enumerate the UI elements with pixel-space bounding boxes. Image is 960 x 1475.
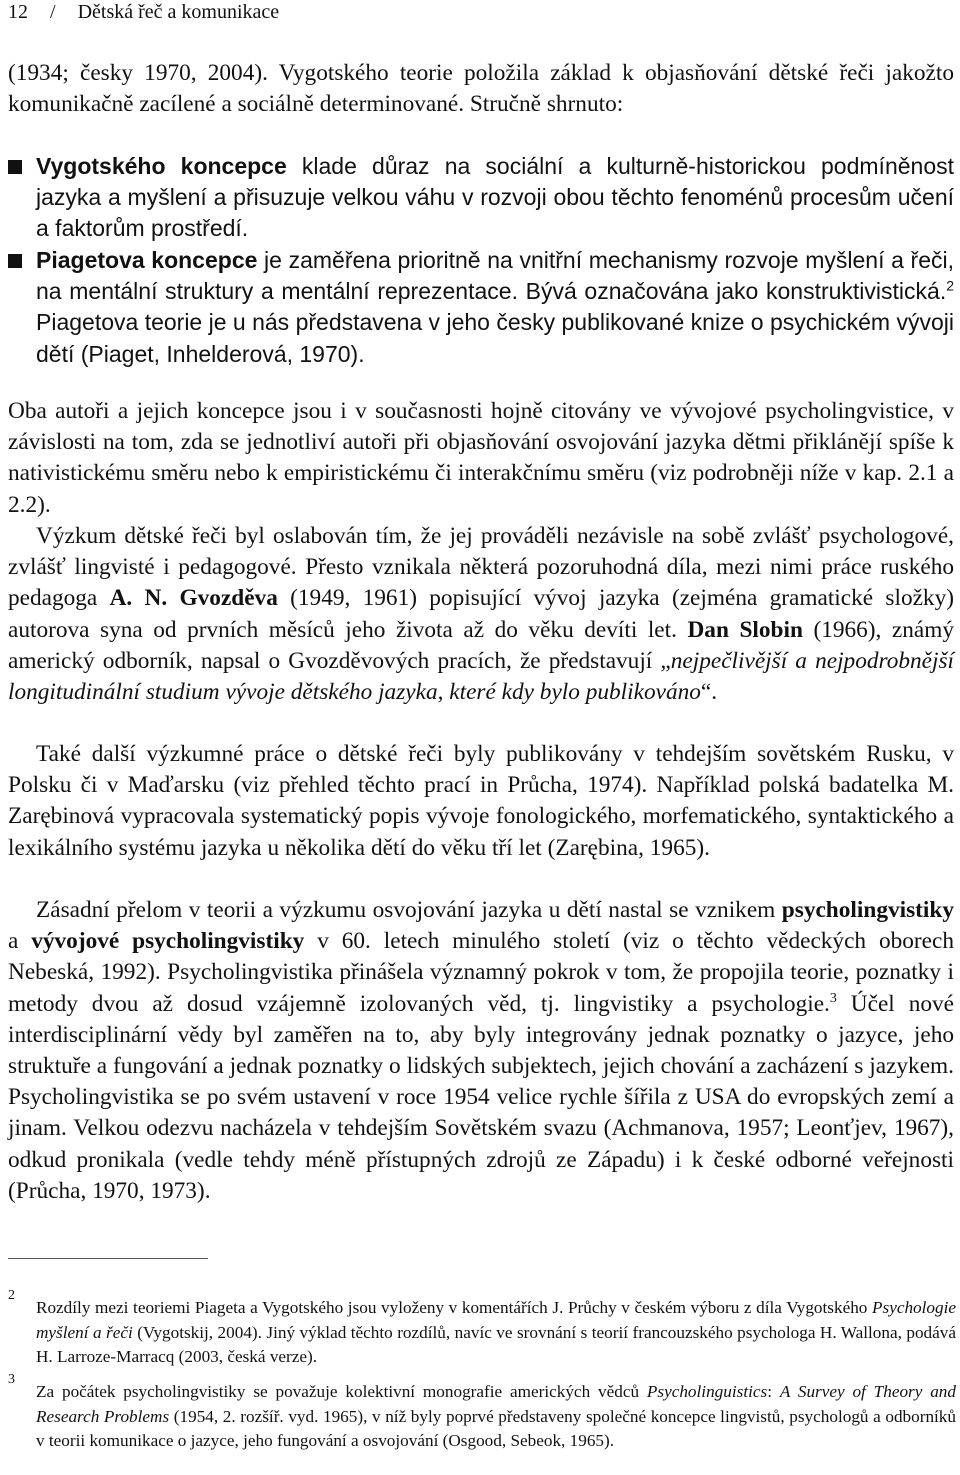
- term: psycholingvistiky: [781, 897, 954, 923]
- text-run: Zásadní přelom v teorii a výzkumu osvojování jazyka u dětí nastal se vznikem: [36, 897, 782, 923]
- paragraph-research: [8, 521, 954, 708]
- footnote-text: [36, 1296, 956, 1370]
- bullet-text: [36, 245, 954, 370]
- text-run: v 60. letech minulého století (viz o těchto vědeckých oborech Nebeská, 1992). Psycholingvistika přinášela významný pokrok v tom, že propojila teorie, poznatky i metody dvou až dosud vzájemně izolovaných věd, tj. lingvistiky a psychologie.: [8, 928, 954, 1017]
- text-run: “.: [700, 679, 718, 706]
- bullet-body: klade důraz na sociální a kulturně-historickou podmíněnost jazyka a myšlení a přisuzuje velkou váhu v rozvoji obou těchto fenoménů procesům učení a faktorům prostředí.: [36, 153, 954, 242]
- footnote-ref[interactable]: 3: [829, 990, 837, 1006]
- footnote-text: [36, 1380, 956, 1454]
- book-subtitle: A Survey of Theory and Research Problems: [36, 1382, 956, 1426]
- book-title: Psycholinguistics: [646, 1382, 768, 1401]
- footnote-3: [8, 1372, 956, 1454]
- paragraph-psycholinguistics: [8, 895, 954, 1207]
- text-run: (Vygotskij, 2004). Jiný výklad těchto rozdílů, navíc ve srovnání s teorií francouzského psychologa H. Wallona, podává H. Larroze-Marracq (2003, česká verze).: [36, 1322, 956, 1366]
- bullet-term: Vygotského koncepce: [36, 153, 287, 179]
- footnote-divider: [8, 1258, 208, 1259]
- text-run: (1954, 2. rozšíř. vyd. 1965), v níž byly poprvé představeny společné koncepce lingvistů, psychologů a odborníků v teorii komunikace o jazyce, jeho fungování a osvojování (Osgood, Sebeok, 1965).: [36, 1406, 956, 1450]
- text-run: :: [767, 1382, 780, 1401]
- bullet-piaget: [8, 245, 954, 370]
- text-run: Účel nové interdisciplinární vědy byl zaměřen na to, aby byly integrovány jednak poznatky o jazyce, jeho struktuře a fungování a jednak poznatky o lidských subjektech, jejich chování a zacházení s jazykem. Psycholingvistika se po svém ustavení v roce 1954 velice rychle šířila z USA do evropských zemí a jinam. Velkou odezvu nacházela v tehdejším Sovětském svazu (Achmanova, 1957; Leonťjev, 1967), odkud pronikala (vedle tehdy méně přístupných zdrojů ze Západu) i k české odborné veřejnosti (Průcha, 1970, 1973).: [8, 990, 954, 1204]
- intro-paragraph: (1934; česky 1970, 2004). Vygotského teorie položila základ k objasňování dětské řeči jakožto komunikačně zacílené a sociálně determinované. Stručně shrnuto:: [8, 60, 954, 118]
- paragraph-authors: Oba autoři a jejich koncepce jsou i v současnosti hojně citovány ve vývojové psycholingvistice, v závislosti na tom, zda se jednotliví autoři při objasňování osvojování jazyka dětmi přiklánějí spíše k nativistickému směru nebo k empiristickému či interakčnímu směru (viz podrobněji níže v kap. 2.1 a 2.2).: [8, 398, 954, 518]
- text-run: a: [8, 928, 32, 955]
- text-run: Za počátek psycholingvistiky se považuje kolektivní monografie amerických vědců: [36, 1382, 647, 1401]
- bullet-square-icon: [8, 254, 22, 268]
- header-separator: /: [50, 1, 56, 23]
- running-title: Dětská řeč a komunikace: [77, 1, 280, 23]
- bullet-text: [36, 151, 954, 245]
- bullet-body-cont: Piagetova teorie je u nás představena v jeho česky publikované knize o psychickém vývoji dětí (Piaget, Inhelderová, 1970).: [36, 309, 954, 367]
- footnote-number: 3: [8, 1372, 15, 1387]
- text-run: Výzkum dětské řeči byl oslabován tím, že jej prováděli nezávisle na sobě zvlášť psychologové, zvlášť lingvisté i pedagogové. Přesto vznikala některá pozoruhodná díla, mezi nimi práce ruského pedagoga: [8, 523, 954, 612]
- bullet-vygotsky: [8, 151, 954, 245]
- text-run: (1966), známý americký odborník, napsal o Gvozděvových pracích, že představují „: [8, 616, 955, 674]
- footnote-ref[interactable]: 2: [946, 277, 954, 294]
- footnote-number: 2: [8, 1288, 15, 1303]
- text-run: Rozdíly mezi teoriemi Piageta a Vygotského jsou vyloženy v komentářích J. Průchy v českém výboru z díla Vygotského: [36, 1298, 872, 1317]
- author-name: A. N. Gvozděva: [109, 585, 278, 612]
- paragraph-other-research: Také další výzkumné práce o dětské řeči byly publikovány v tehdejším sovětském Rusku, v Polsku či v Maďarsku (viz přehled těchto prací in Průcha, 1974). Například polská badatelka M. Zarębinová vypracovala systematický popis vývoje fonologického, morfematického, syntaktického a lexikálního systému jazyka u několika dětí do věku tří let (Zarębina, 1965).: [8, 741, 954, 861]
- quotation: nejpečlivější a nejpodrobnější longitudinální studium vývoje dětského jazyka, které kdy bylo publikováno: [8, 647, 954, 706]
- bullet-square-icon: [8, 160, 22, 174]
- running-header: [8, 0, 279, 24]
- text-run: (1949, 1961) popisující vývoj jazyka (zejména gramatické složky) autorova syna od prvních měsíců jeho života až do věku devíti let.: [8, 585, 954, 643]
- footnote-2: [8, 1288, 956, 1370]
- page-number: 12: [8, 1, 28, 23]
- term: vývojové psycholingvistiky: [31, 928, 305, 955]
- bullet-term: Piagetova koncepce: [36, 247, 258, 273]
- author-name: Dan Slobin: [687, 616, 803, 643]
- bullet-body: je zaměřena prioritně na vnitřní mechanismy rozvoje myšlení a řeči, na mentální struktury a mentální reprezentace. Bývá označována jako konstruktivistická.: [36, 247, 954, 305]
- book-title: Psychologie myšlení a řeči: [36, 1298, 956, 1342]
